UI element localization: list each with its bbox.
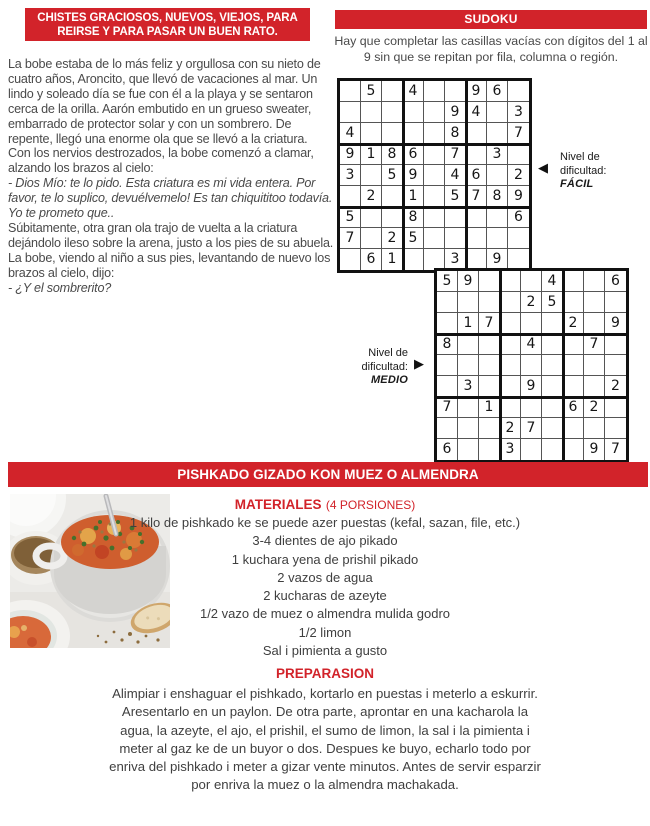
- grid-block-line: [437, 396, 626, 399]
- sudoku-cell: [563, 376, 584, 397]
- grid-block-line: [402, 81, 405, 270]
- sudoku-cell: 4: [445, 165, 466, 186]
- sudoku-cell: [479, 271, 500, 292]
- sudoku-cell: 8: [445, 123, 466, 144]
- ingredient-item: Sal i pimienta a gusto: [262, 643, 388, 659]
- sudoku-cell: [563, 292, 584, 313]
- sudoku-cell: [508, 144, 529, 165]
- sudoku-cell: [542, 313, 563, 334]
- preparation-title: PREPARASION: [275, 666, 374, 681]
- sudoku-cell: [542, 376, 563, 397]
- grid-block-line: [437, 333, 626, 336]
- sudoku-cell: [479, 376, 500, 397]
- sudoku-cell: 4: [466, 102, 487, 123]
- sudoku-cell: [500, 292, 521, 313]
- ingredient-item: 2 kucharas de azeyte: [263, 588, 387, 604]
- sudoku-cell: 2: [508, 165, 529, 186]
- sudoku-cell: [508, 228, 529, 249]
- sudoku-cell: [542, 355, 563, 376]
- sudoku-cell: [437, 355, 458, 376]
- sudoku-cell: [508, 81, 529, 102]
- sudoku-cell: [361, 207, 382, 228]
- sudoku-cell: 2: [563, 313, 584, 334]
- sudoku-cell: 9: [605, 313, 626, 334]
- sudoku-cell: [563, 418, 584, 439]
- sudoku-cell: [382, 102, 403, 123]
- sudoku-cell: [479, 334, 500, 355]
- sudoku-cell: [521, 439, 542, 460]
- sudoku-cell: [424, 165, 445, 186]
- sudoku-cell: 9: [445, 102, 466, 123]
- sudoku-cell: 9: [508, 186, 529, 207]
- sudoku-cell: [508, 249, 529, 270]
- sudoku-cell: 5: [340, 207, 361, 228]
- sudoku-cell: 3: [340, 165, 361, 186]
- sudoku-cell: 6: [361, 249, 382, 270]
- sudoku-cell: [340, 186, 361, 207]
- jokes-section-title: CHISTES GRACIOSOS, NUEVOS, VIEJOS, PARA REIRSE Y PARA PASAR UN BUEN RATO.: [25, 8, 310, 41]
- joke-paragraph: La bobe estaba de lo más feliz y orgullosa con su nieto de cuatro años, Aroncito, que llevó de vacaciones al mar. Un lindo y soleado día se fue con él a la playa y se sentaron cerca de la orilla. Aarón embutido en un grueso sweater, embarrado de protector solar y con un sombrero. De repente, llegó una enorme ola que se llevó a la criatura.: [8, 57, 321, 146]
- sudoku-cell: [340, 249, 361, 270]
- sudoku-cell: 2: [605, 376, 626, 397]
- difficulty-level: FÁCIL: [560, 178, 594, 190]
- sudoku-instructions: Hay que completar las casillas vacías con dígitos del 1 al 9 sin que se repitan por fila, columna o región.: [334, 34, 648, 64]
- joke-text: [8, 57, 334, 296]
- ingredient-item: 1/2 limon: [298, 624, 352, 640]
- sudoku-cell: 3: [445, 249, 466, 270]
- sudoku-section-title: SUDOKU: [335, 10, 647, 29]
- sudoku-cell: [403, 249, 424, 270]
- sudoku-cell: 3: [458, 376, 479, 397]
- sudoku-cell: [521, 271, 542, 292]
- sudoku-cell: 5: [542, 292, 563, 313]
- sudoku-cell: [445, 81, 466, 102]
- sudoku-cell: [500, 376, 521, 397]
- sudoku-cell: [424, 228, 445, 249]
- sudoku-cell: 3: [500, 439, 521, 460]
- ingredient-item: 1/2 vazo de muez o almendra mulida godro: [199, 606, 451, 622]
- difficulty-level: MEDIO: [370, 374, 408, 386]
- ingredients-list: [0, 514, 650, 660]
- sudoku-cell: 7: [340, 228, 361, 249]
- joke-paragraph: Súbitamente, otra gran ola trajo de vuelta a la criatura dejándolo ileso sobre la arena, justo a los pies de su abuela. La bobe, viendo al niño a sus pies, levantando de nuevo los brazos al cielo, dijo:: [8, 220, 334, 280]
- grid-block-line: [499, 271, 502, 460]
- sudoku-cell: [479, 439, 500, 460]
- sudoku-cell: [500, 334, 521, 355]
- sudoku-cell: [382, 186, 403, 207]
- sudoku-cell: [466, 249, 487, 270]
- sudoku-cell: 8: [487, 186, 508, 207]
- sudoku-cell: [437, 292, 458, 313]
- sudoku-cell: 5: [361, 81, 382, 102]
- sudoku-cell: [605, 397, 626, 418]
- sudoku-cell: [445, 207, 466, 228]
- sudoku-cell: 8: [382, 144, 403, 165]
- sudoku-cell: 9: [521, 376, 542, 397]
- sudoku-cell: [424, 207, 445, 228]
- ingredient-item: 3-4 dientes de ajo pikado: [252, 533, 398, 549]
- sudoku-cell: 4: [340, 123, 361, 144]
- sudoku-cell: 7: [508, 123, 529, 144]
- sudoku-cell: [340, 81, 361, 102]
- sudoku-cell: [584, 418, 605, 439]
- sudoku-cell: 1: [479, 397, 500, 418]
- sudoku-cell: [361, 165, 382, 186]
- ingredient-item: 1 kuchara yena de prishil pikado: [231, 551, 419, 567]
- sudoku-cell: [479, 292, 500, 313]
- difficulty-easy: [560, 151, 622, 192]
- sudoku-cell: [500, 271, 521, 292]
- sudoku-cell: [458, 292, 479, 313]
- sudoku-cell: [500, 313, 521, 334]
- sudoku-cell: 2: [521, 292, 542, 313]
- sudoku-cell: [542, 439, 563, 460]
- grid-block-line: [340, 206, 529, 209]
- sudoku-cell: [487, 123, 508, 144]
- sudoku-cell: [466, 228, 487, 249]
- sudoku-cell: [584, 292, 605, 313]
- materials-servings: (4 PORSIONES): [325, 498, 416, 512]
- sudoku-cell: [445, 228, 466, 249]
- sudoku-cell: [424, 81, 445, 102]
- sudoku-cell: 1: [403, 186, 424, 207]
- sudoku-cell: [458, 355, 479, 376]
- sudoku-cell: [487, 102, 508, 123]
- sudoku-cell: [605, 334, 626, 355]
- sudoku-cell: 4: [521, 334, 542, 355]
- sudoku-cell: [487, 207, 508, 228]
- sudoku-cell: [382, 207, 403, 228]
- sudoku-cell: 6: [437, 439, 458, 460]
- sudoku-cell: [424, 102, 445, 123]
- sudoku-cell: 9: [340, 144, 361, 165]
- sudoku-cell: 7: [611, 441, 620, 457]
- materials-heading: [0, 496, 650, 514]
- sudoku-cell: [542, 334, 563, 355]
- sudoku-cell: [424, 249, 445, 270]
- sudoku-cell: [487, 165, 508, 186]
- sudoku-cell: [424, 144, 445, 165]
- sudoku-cell: 5: [382, 165, 403, 186]
- sudoku-cell: 9: [584, 439, 605, 460]
- sudoku-cell: 9: [458, 271, 479, 292]
- difficulty-label: Nivel de dificultad:: [560, 151, 607, 177]
- sudoku-cell: [584, 313, 605, 334]
- sudoku-cell: [563, 334, 584, 355]
- sudoku-cell: [479, 355, 500, 376]
- sudoku-grid-medium: [434, 268, 629, 463]
- difficulty-label: Nivel de dificultad:: [361, 347, 408, 373]
- sudoku-grid-easy: [337, 78, 532, 273]
- difficulty-medium: [330, 347, 408, 388]
- sudoku-cell: 8: [437, 334, 458, 355]
- sudoku-cell: [361, 102, 382, 123]
- sudoku-cell: [458, 397, 479, 418]
- sudoku-cell: [563, 271, 584, 292]
- grid-block-line: [465, 81, 468, 270]
- sudoku-cell: [466, 144, 487, 165]
- sudoku-cell: 3: [487, 144, 508, 165]
- joke-paragraph: - ¿Y el sombrerito?: [8, 280, 112, 295]
- sudoku-cell: [466, 207, 487, 228]
- grid-block-line: [340, 143, 529, 146]
- sudoku-cell: [466, 123, 487, 144]
- sudoku-cell: [563, 355, 584, 376]
- sudoku-cell: [437, 376, 458, 397]
- sudoku-cell: 9: [487, 249, 508, 270]
- sudoku-cell: 9: [466, 81, 487, 102]
- sudoku-cell: [479, 418, 500, 439]
- sudoku-cell: 2: [500, 418, 521, 439]
- sudoku-cell: 6: [605, 271, 626, 292]
- sudoku-cell: 1: [458, 313, 479, 334]
- recipe-section-title: PISHKADO GIZADO KON MUEZ O ALMENDRA: [8, 462, 648, 487]
- sudoku-cell: [382, 123, 403, 144]
- sudoku-cell: [487, 228, 508, 249]
- sudoku-cell: [403, 102, 424, 123]
- sudoku-cell: [458, 418, 479, 439]
- sudoku-cell: 4: [403, 81, 424, 102]
- sudoku-cell: [458, 439, 479, 460]
- arrow-right-icon: ▶: [414, 356, 424, 371]
- sudoku-cell: [521, 355, 542, 376]
- sudoku-cell: 7: [584, 334, 605, 355]
- sudoku-cell: 2: [361, 186, 382, 207]
- sudoku-cell: 9: [403, 165, 424, 186]
- sudoku-cell: [437, 313, 458, 334]
- materials-title: MATERIALES: [234, 497, 322, 512]
- sudoku-cell: 1: [361, 144, 382, 165]
- sudoku-cell: [584, 355, 605, 376]
- joke-paragraph: Con los nervios destrozados, la bobe comenzó a clamar, alzando los brazos al cielo:: [8, 146, 314, 176]
- sudoku-cell: 7: [437, 397, 458, 418]
- joke-paragraph: - Dios Mío: te lo pido. Esta criatura es mi vida entera. Por favor, te lo suplico, devuélvemelo! Es tan chiquititoo todavía. Yo te prometo que..: [8, 176, 333, 221]
- sudoku-cell: 1: [382, 249, 403, 270]
- sudoku-cell: 2: [584, 397, 605, 418]
- sudoku-cell: [500, 355, 521, 376]
- sudoku-cell: [361, 228, 382, 249]
- sudoku-cell: [500, 397, 521, 418]
- sudoku-cell: [424, 186, 445, 207]
- sudoku-cell: 7: [466, 186, 487, 207]
- sudoku-cell: [437, 418, 458, 439]
- sudoku-cell: [605, 292, 626, 313]
- preparation-text: Alimpiar i enshaguar el pishkado, kortarlo en puestas i meterlo a eskurrir. Aresentarlo en un paylon. De otra parte, aprontar en una kacharola la agua, la azeyte, el ajo, el prishil, el sumo de limon, la sal i la pimienta i meter al gaz ke de un buyor o dos. Despues ke buyo, echarlo todo por enriva del pishkado i meter a gizar vente minutos. Antes de servir esparzir por enriva la muez o la almendra machakada.: [109, 686, 541, 793]
- sudoku-cell: [563, 439, 584, 460]
- sudoku-cell: 5: [437, 271, 458, 292]
- sudoku-cell: 6: [487, 81, 508, 102]
- sudoku-cell: 7: [521, 418, 542, 439]
- sudoku-cell: 6: [508, 207, 529, 228]
- sudoku-cell: [605, 355, 626, 376]
- sudoku-cell: [521, 313, 542, 334]
- sudoku-cell: [542, 418, 563, 439]
- sudoku-cell: 7: [445, 144, 466, 165]
- sudoku-cell: [382, 81, 403, 102]
- arrow-left-icon: ◀: [538, 160, 548, 175]
- sudoku-cell: [403, 123, 424, 144]
- sudoku-cell: [605, 418, 626, 439]
- sudoku-cell: 4: [542, 271, 563, 292]
- sudoku-cell: [361, 123, 382, 144]
- sudoku-cell: 2: [382, 228, 403, 249]
- sudoku-cell: 6: [563, 397, 584, 418]
- sudoku-cell: 5: [403, 228, 424, 249]
- sudoku-cell: [542, 397, 563, 418]
- sudoku-cell: [458, 334, 479, 355]
- sudoku-cell: 6: [403, 144, 424, 165]
- sudoku-cell: [521, 397, 542, 418]
- sudoku-cell: 7: [479, 313, 500, 334]
- sudoku-cell: [584, 271, 605, 292]
- sudoku-cell: 6: [466, 165, 487, 186]
- sudoku-cell: 5: [445, 186, 466, 207]
- sudoku-cell: 3: [508, 102, 529, 123]
- grid-block-line: [562, 271, 565, 460]
- sudoku-cell: [584, 376, 605, 397]
- sudoku-cell: [340, 102, 361, 123]
- sudoku-cell: 8: [403, 207, 424, 228]
- ingredient-item: 2 vazos de agua: [277, 569, 373, 585]
- ingredient-item: 1 kilo de pishkado ke se puede azer puestas (kefal, sazan, file, etc.): [129, 515, 521, 530]
- sudoku-cell: [424, 123, 445, 144]
